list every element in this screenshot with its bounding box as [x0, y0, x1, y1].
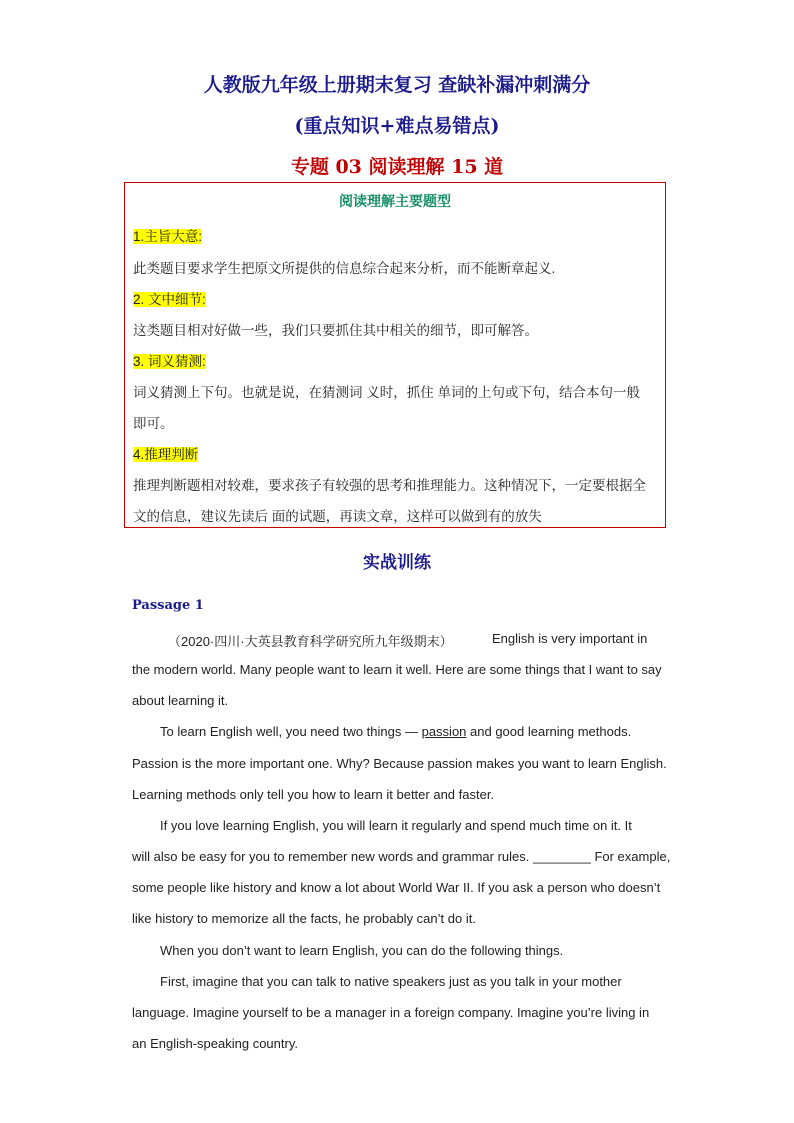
passage-line: the modern world. Many people want to learn it well. Here are some things that I want to say: [132, 662, 662, 677]
type-desc-main-idea: 此类题目要求学生把原文所提供的信息综合起来分析，而不能断章起义.: [133, 261, 556, 276]
passage-line: some people like history and know a lot about World War II. If you ask a person who doesn’t: [132, 880, 661, 895]
section-title: 实战训练: [363, 553, 431, 573]
type-label-detail: 2. 文中细节:: [133, 292, 206, 307]
passage-line: Learning methods only tell you how to learn it better and faster.: [132, 787, 495, 802]
type-label-inference: 4.推理判断: [133, 447, 199, 462]
passage-line: When you don’t want to learn English, you can do the following things.: [160, 943, 564, 958]
type-desc-word-guess-1: 词义猜测上下句。也就是说，在猜测词 义时，抓住 单词的上句或下句，结合本句一般: [133, 385, 641, 400]
passage-line: will also be easy for you to remember new words and grammar rules. ________ For example,: [132, 849, 671, 864]
passage-line: Passion is the more important one. Why? Because passion makes you want to learn English.: [132, 756, 667, 771]
type-label-main-idea: 1.主旨大意:: [133, 229, 203, 244]
passage-line: like history to memorize all the facts, he probably can’t do it.: [132, 911, 476, 926]
box-heading: 阅读理解主要题型: [339, 193, 451, 209]
question-types-box: [124, 182, 666, 528]
topic-title: 专题 03 阅读理解 15 道: [290, 156, 504, 178]
passage-line: English is very important in: [492, 631, 648, 646]
passage-line: First, imagine that you can talk to native speakers just as you talk in your mother: [160, 974, 622, 989]
passage-line: language. Imagine yourself to be a manager in a foreign company. Imagine you’re living in: [132, 1005, 650, 1020]
type-desc-word-guess-2: 即可。: [133, 416, 174, 431]
type-label-word-guess: 3. 词义猜测:: [133, 354, 206, 369]
passage-line: To learn English well, you need two things — passion and good learning methods.: [160, 724, 632, 739]
document-title: 人教版九年级上册期末复习 查缺补漏冲刺满分: [203, 74, 591, 96]
passage-label: Passage 1: [132, 598, 204, 613]
underlined-word: passion: [421, 724, 467, 739]
passage-source: （2020·四川·大英县教育科学研究所九年级期末）: [168, 634, 453, 649]
passage-line: about learning it.: [132, 693, 229, 708]
document-subtitle: (重点知识+难点易错点): [294, 115, 500, 137]
passage-line: If you love learning English, you will learn it regularly and spend much time on it. It: [160, 818, 632, 833]
type-desc-inference-1: 推理判断题相对较难，要求孩子有较强的思考和推理能力。这种情况下，一定要根据全: [133, 478, 646, 493]
type-desc-detail: 这类题目相对好做一些，我们只要抓住其中相关的细节，即可解答。: [133, 323, 538, 338]
type-desc-inference-2: 文的信息，建议先读后 面的试题，再读文章，这样可以做到有的放失: [133, 509, 542, 524]
passage-line: an English-speaking country.: [132, 1036, 298, 1051]
